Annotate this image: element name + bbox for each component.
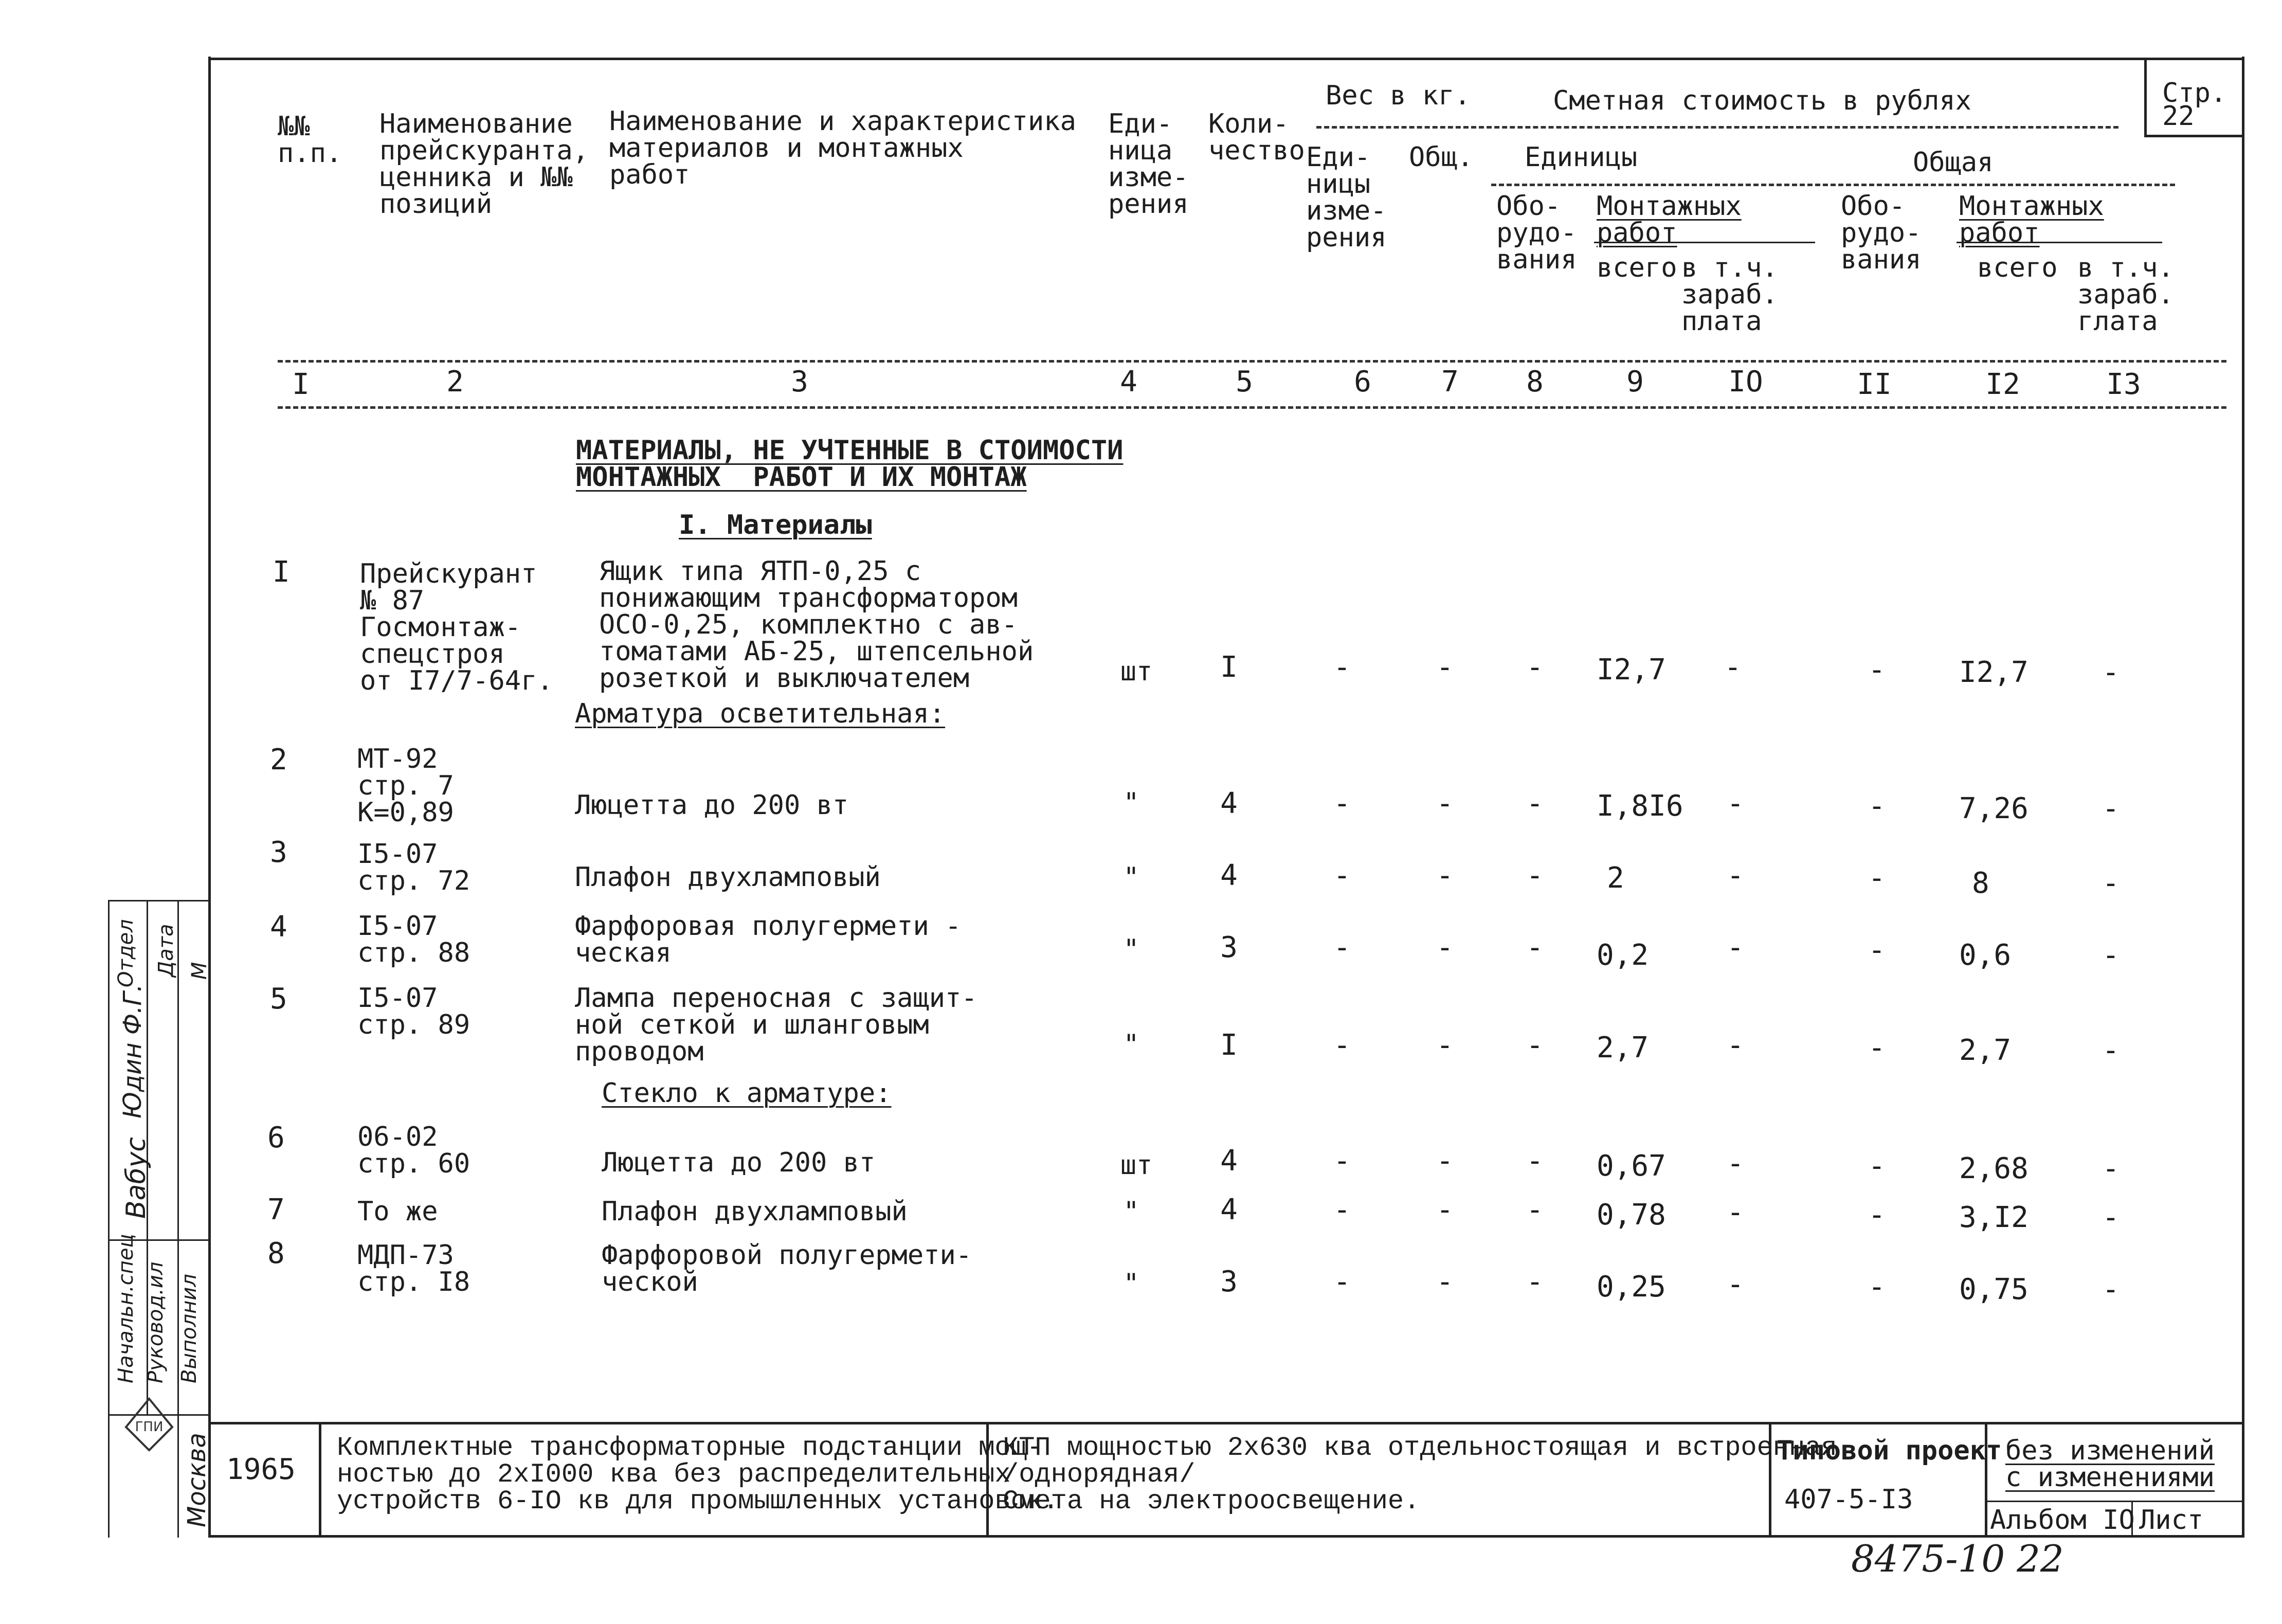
row-c6: - [1333,651,1351,684]
colnum-2: 2 [446,365,464,399]
row-c6: - [1333,1265,1351,1298]
row-name: Ящик типа ЯТП-0,25 с понижающим трансформатором ОСО-0,25, комплектно с ав- томатами АБ-25, штепсельной розеткой и выключателем [599,556,1034,694]
page-box-left [2144,58,2147,135]
footer-change-note: без изменений с изменениями [2005,1435,2215,1493]
row-c12: 3,I2 [1959,1201,2029,1234]
subsection-glass: Стекло к арматуре: [602,1078,892,1109]
header-mount-line [1594,242,1815,243]
header-equip-2: Обо- рудо- вания [1841,191,1922,275]
row-c12: 0,6 [1959,939,2012,972]
row-c13: - [2102,1201,2120,1234]
row-c12: 8 [1972,867,1989,900]
row-qty: 4 [1220,1193,1238,1226]
colnum-5: 5 [1236,365,1253,399]
row-reference: То же [357,1196,438,1227]
header-weight-total: Общ. [1409,142,1474,173]
row-c10: - [1727,1196,1744,1229]
row-c9: 0,78 [1597,1198,1666,1232]
header-mount-2: Монтажных работ [1959,191,2104,248]
row-c8: - [1526,1144,1544,1178]
row-reference: Прейскурант № 87 Госмонтаж- спецстроя от I7/7-64г. [360,558,553,696]
footer-year: 1965 [226,1453,296,1486]
row-qty: 3 [1220,1265,1238,1298]
stamp-name-1: Юдин Ф.Г. [118,984,147,1118]
header-cost-title: Сметная стоимость в рублях [1553,85,1971,116]
row-c11: - [1868,861,1886,895]
row-c9: 2,7 [1597,1031,1649,1064]
row-unit: " [1123,787,1139,818]
header-unit-group: Единицы [1525,142,1638,173]
titleblock-top [208,1422,2242,1424]
colnum-12: I2 [1985,368,2020,401]
colnum-1: I [292,368,310,401]
row-name: Люцетта до 200 вт [602,1147,876,1178]
frame-top [208,58,2242,60]
row-qty: 4 [1220,859,1238,892]
footer-handwritten-number: 8475-10 22 [1851,1537,2064,1580]
row-c13: - [2102,792,2120,825]
row-c6: - [1333,931,1351,964]
side-stamp-col1 [108,900,110,1538]
row-c7: - [1436,651,1454,684]
row-c12: 2,7 [1959,1034,2012,1067]
stamp-city: Москва [183,1433,211,1527]
row-c6: - [1333,1028,1351,1062]
row-name: Плафон двухламповый [602,1196,908,1227]
header-wage: в т.ч. зараб. плата [1681,252,1778,337]
row-c8: - [1526,787,1544,820]
row-name: Фарфоровая полугермети - ческая [575,911,962,968]
row-c11: - [1868,789,1886,823]
row-name: Фарфоровой полугермети- ческой [602,1240,972,1297]
colnum-11: II [1857,368,1892,401]
row-c13: - [2102,867,2120,900]
row-c13: - [2102,1152,2120,1185]
stamp-label-dept: Отдел [114,919,138,987]
logo-icon [123,1396,175,1453]
section-title: МАТЕРИАЛЫ, НЕ УЧТЕННЫЕ В СТОИМОСТИ МОНТАЖНЫХ РАБОТ И ИХ МОНТАЖ [576,435,1124,493]
row-c11: - [1868,933,1886,967]
row-reference: МТ-92 стр. 7 К=0,89 [357,744,454,828]
colnum-7: 7 [1441,365,1459,399]
row-reference: 06-02 стр. 60 [357,1122,470,1179]
header-mount-line-2 [1957,242,2162,243]
stamp-letter: М [188,962,211,980]
side-stamp-top [108,900,208,901]
header-mount: Монтажных работ [1597,191,1742,248]
page-number: 22 [2162,101,2195,132]
row-qty: 4 [1220,1144,1238,1178]
row-c9: 0,2 [1597,939,1649,972]
tb-change-line [1985,1501,2242,1502]
stamp-label-performer: Выполнил [177,1274,201,1383]
row-c10: - [1727,859,1744,892]
row-name: Плафон двухламповый [575,862,881,893]
footer-sheet-title: КТП мощностью 2х630 ква отдельностоящая и встроенная /однорядная/ Смета на электроосвещение. [1003,1433,1837,1517]
row-c7: - [1436,1193,1454,1226]
row-c10: - [1727,1028,1744,1062]
page-box-bottom [2144,135,2242,137]
tb-sep-1 [319,1422,321,1535]
row-c11: - [1868,1149,1886,1183]
row-number: I [273,555,290,589]
colnum-6: 6 [1354,365,1371,399]
row-unit: " [1123,1029,1139,1060]
row-c8: - [1526,1265,1544,1298]
stamp-label-head: Руковод.ил [144,1261,168,1383]
row-c9: I2,7 [1597,653,1666,687]
row-c10: - [1727,787,1744,820]
row-c7: - [1436,1144,1454,1178]
colnum-8: 8 [1526,365,1544,399]
header-weight-unit: Еди- ницы изме- рения [1306,142,1387,253]
row-c8: - [1526,859,1544,892]
row-reference: I5-07 стр. 88 [357,911,470,968]
colnum-10: IO [1728,365,1763,399]
row-unit: " [1123,934,1139,965]
footer-project-number: 407-5-I3 [1784,1484,1913,1515]
row-c10: - [1727,1268,1744,1301]
row-number: 8 [267,1237,285,1270]
row-c11: - [1868,1198,1886,1232]
stamp-label-chief: Начальн.спец [114,1234,138,1383]
row-c9: I,8I6 [1597,789,1683,823]
row-c12: 2,68 [1959,1152,2029,1185]
colnum-4: 4 [1120,365,1137,399]
row-c10: - [1727,1147,1744,1180]
row-c7: - [1436,931,1454,964]
row-reference: I5-07 стр. 89 [357,983,470,1040]
logo-text: ГПИ [135,1419,164,1435]
row-c13: - [2102,656,2120,689]
row-c7: - [1436,859,1454,892]
row-qty: I [1220,651,1238,684]
stamp-label-date: Дата [154,924,178,977]
row-c8: - [1526,1028,1544,1062]
row-name: Лампа переносная с защит- ной сеткой и шланговым проводом [575,983,977,1067]
colnum-13: I3 [2106,368,2141,401]
row-unit: " [1123,862,1139,893]
row-reference: I5-07 стр. 72 [357,839,470,896]
header-col-pricelist: Наименование прейскуранта, ценника и №№ позиций [379,109,589,220]
stamp-name-2: Вабус [121,1137,152,1219]
header-dash-2 [1491,184,2175,186]
row-c11: - [1868,1270,1886,1304]
row-c8: - [1526,1193,1544,1226]
row-c6: - [1333,1193,1351,1226]
footer-album: Альбом IO [1990,1505,2135,1536]
row-c13: - [2102,1034,2120,1067]
row-c12: I2,7 [1959,656,2029,689]
header-col-unit: Еди- ница изме- рения [1108,109,1189,220]
header-weight-title: Вес в кг. [1326,80,1471,111]
row-c13: - [2102,939,2120,972]
subsection-fixtures: Арматура осветительная: [575,698,946,729]
row-unit: " [1123,1268,1139,1299]
row-c13: - [2102,1273,2120,1306]
row-c7: - [1436,787,1454,820]
row-c8: - [1526,651,1544,684]
row-number: 6 [267,1121,285,1154]
row-c6: - [1333,1144,1351,1178]
footer-description: Комплектные трансформаторные подстанции мощ- ностью до 2хI000 ква без распределительных устройств 6-IО кв для промышленных установок. [337,1433,1059,1517]
colnum-dash-bottom [278,406,2226,409]
row-c10: - [1727,931,1744,964]
header-dash-1 [1316,126,2118,129]
row-unit: шт [1120,1150,1153,1181]
row-reference: МДП-73 стр. I8 [357,1240,470,1297]
row-number: 3 [270,836,287,869]
header-all-2: всего [1977,252,2058,283]
row-c12: 0,75 [1959,1273,2029,1306]
footer-type-label: Типовой проект [1777,1435,2002,1466]
row-c12: 7,26 [1959,792,2029,825]
row-qty: 4 [1220,787,1238,820]
page-label: Стр. [2162,78,2227,109]
header-col-name: Наименование и характеристика материалов и монтажных работ [609,106,1076,190]
header-col-number: №№ п.п. [278,111,342,169]
row-c8: - [1526,931,1544,964]
frame-right [2242,57,2244,1538]
header-equip: Обо- рудо- вания [1496,191,1577,275]
row-c9: 0,25 [1597,1270,1666,1304]
row-c11: - [1868,653,1886,687]
row-name: Люцетта до 200 вт [575,790,849,821]
row-number: 2 [270,743,287,777]
row-number: 4 [270,910,287,944]
row-qty: 3 [1220,931,1238,964]
header-col-qty: Коли- чество [1208,109,1305,166]
colnum-3: 3 [791,365,808,399]
header-total-group: Общая [1913,147,1994,178]
row-number: 5 [270,982,287,1016]
row-c7: - [1436,1265,1454,1298]
row-qty: I [1220,1028,1238,1062]
row-unit: шт [1120,656,1153,687]
subsection-materials: I. Материалы [679,510,872,540]
row-c9: 2 [1607,861,1624,895]
footer-sheet: Лист [2139,1505,2204,1536]
row-c9: 0,67 [1597,1149,1666,1183]
side-stamp-col3 [177,900,179,1538]
frame-left [208,57,211,1538]
header-all: всего [1597,252,1677,283]
row-unit: " [1123,1196,1139,1227]
row-c7: - [1436,1028,1454,1062]
header-wage-2: в т.ч. зараб. глата [2077,252,2174,337]
row-c11: - [1868,1031,1886,1064]
row-number: 7 [267,1193,285,1226]
row-c6: - [1333,787,1351,820]
row-c6: - [1333,859,1351,892]
colnum-dash-top [278,360,2226,363]
colnum-9: 9 [1626,365,1644,399]
row-c10: - [1724,651,1742,684]
